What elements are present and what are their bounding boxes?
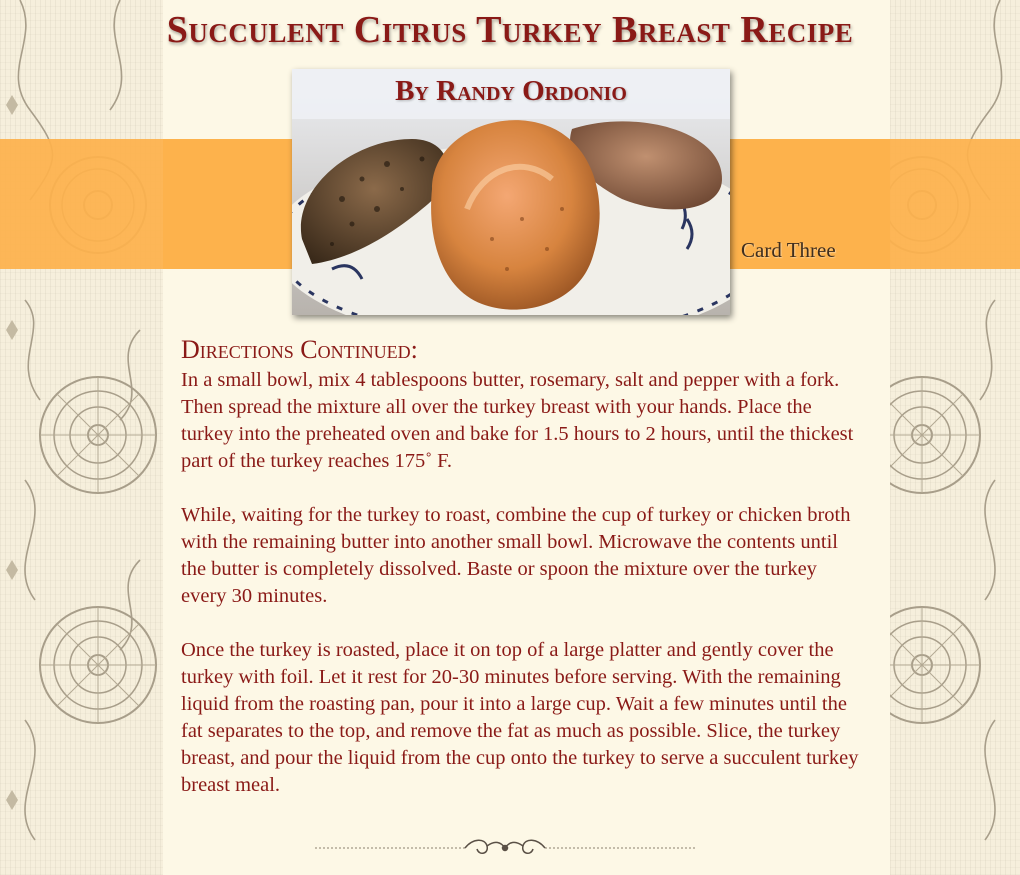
ornament-rosettes-right — [880, 0, 1020, 875]
directions-heading: Directions Continued: — [181, 335, 418, 364]
directions-paragraph-3: Once the turkey is roasted, place it on top of a large platter and gently cover the turkey with foil. Let it rest for 20-30 minutes before serving. With the remaining liquid from the roasting pan, pour it into a large cup. Wait a few minutes until the fat separates to the top, and remove the fat as much as possible. Slice, the turkey breast, and pour the liquid from the cup onto the turkey to serve a succulent turkey breast meal. — [181, 639, 859, 796]
right-ornamental-border — [880, 0, 1020, 875]
directions-paragraph-1: In a small bowl, mix 4 tablespoons butter, rosemary, salt and pepper with a fork. Then spread the mixture all over the turkey breast with your hands. Place the turkey into the preheated oven and bake for 1.5 hours to 2 hours, until the thickest part of the turkey reaches 175˚ F. — [181, 369, 854, 472]
flourish-divider-icon — [315, 834, 695, 858]
page-title: Succulent Citrus Turkey Breast Recipe — [166, 9, 854, 51]
author-byline: By Randy Ordonio — [395, 75, 627, 107]
ornament-rosettes-left — [0, 0, 165, 875]
left-ornamental-border — [0, 0, 165, 875]
directions-paragraph-2: While, waiting for the turkey to roast, combine the cup of turkey or chicken broth with the remaining butter into another small bowl. Microwave the contents until the butter is completely dissolved. Baste or spoon the mixture over the turkey every 30 minutes. — [181, 504, 851, 607]
card-number-label: Card Three — [741, 238, 836, 262]
recipe-photo — [292, 69, 730, 315]
directions-body — [181, 367, 861, 826]
